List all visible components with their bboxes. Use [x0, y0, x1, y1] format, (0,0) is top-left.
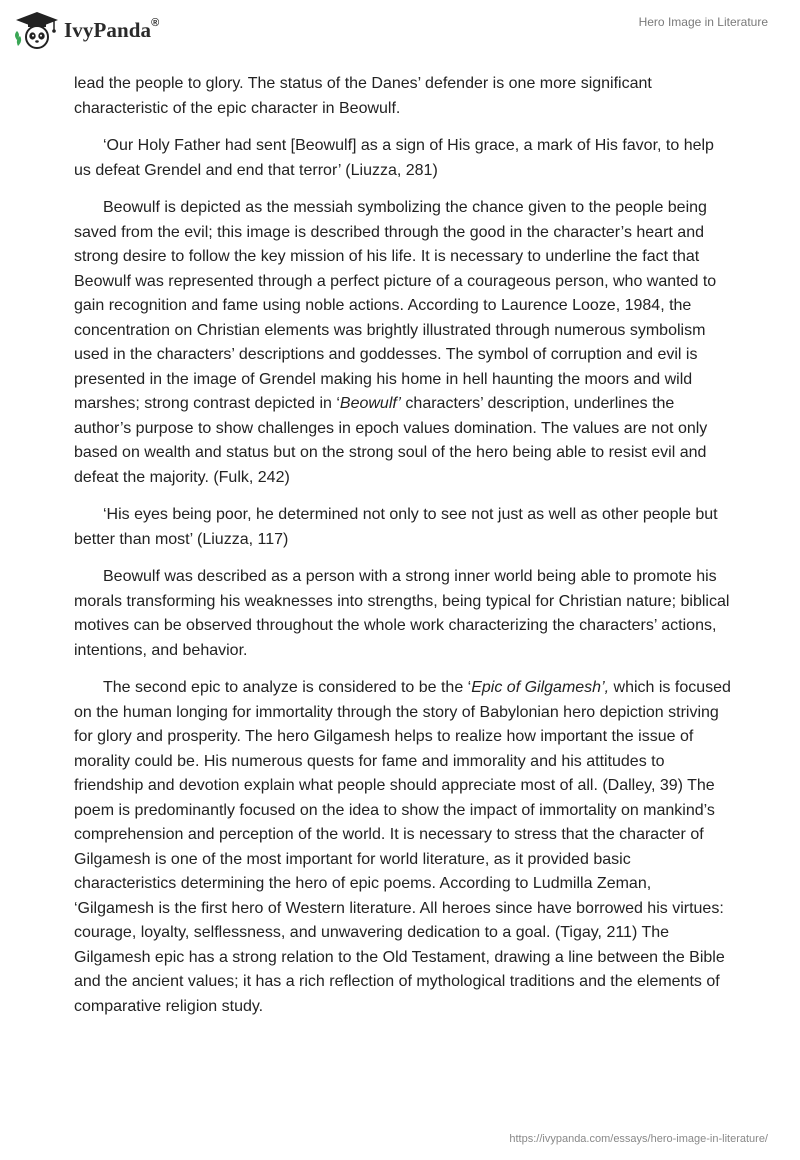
quote-paragraph: ‘Our Holy Father had sent [Beowulf] as a sign of His grace, a mark of His favor, to help us defeat Grendel and end that terror’ (Liuzza, 281) — [74, 137, 714, 179]
paragraph: The second epic to analyze is considered to be the ‘Epic of Gilgamesh’, which is focused on the human longing for immortality through the story of Babylonian hero depiction striving for glory and prosperity. The hero Gilgamesh helps to realize how important the issue of morality could be. His numerous quests for fame and immorality and his attitudes to friendship and devotion explain what people should appreciate most of all. (Dalley, 39) The poem is predominantly focused on the idea to show the impact of immortality on mankind’s comprehension and perception of the world. It is necessary to stress that the character of Gilgamesh is one of the most important for world literature, as it provided basic characteristics determining the hero of epic poems. According to Ludmilla Zeman, ‘Gilgamesh is the first hero of Western literature. All heroes since have borrowed his virtues: courage, loyalty, selflessness, and unwavering dedication to a goal. (Tigay, 211) The Gilgamesh epic has a strong relation to the Old Testament, drawing a line between the Bible and the ancient values; it has a rich reflection of mythological traditions and the elements of comparative religion study. — [74, 679, 731, 1015]
ivypanda-logo[interactable] — [14, 10, 159, 50]
page-header — [0, 0, 800, 60]
quote-paragraph: ‘His eyes being poor, he determined not only to see not just as well as other people but better than most’ (Liuzza, 117) — [74, 506, 718, 548]
paragraph: lead the people to glory. The status of the Danes’ defender is one more significant characteristic of the epic character in Beowulf. — [74, 75, 652, 117]
brand-name: IvyPanda® — [64, 16, 160, 42]
document-title: Hero Image in Literature — [638, 15, 768, 29]
panda-graduate-icon — [14, 10, 60, 50]
source-url-link[interactable]: https://ivypanda.com/essays/hero-image-in-literature/ — [509, 1133, 768, 1145]
paragraph: Beowulf was described as a person with a strong inner world being able to promote his morals transforming his weaknesses into strengths, being typical for Christian nature; biblical motives can be observed throughout the whole work characterizing the characters’ actions, intentions, and behavior. — [74, 568, 730, 659]
essay-body — [74, 72, 734, 1032]
paragraph: Beowulf is depicted as the messiah symbolizing the chance given to the people being saved from the evil; this image is described through the good in the character’s heart and strong desire to follow the key mission of his life. It is necessary to underline the fact that Beowulf was represented through a perfect picture of a courageous person, who wanted to gain recognition and fame using noble actions. According to Laurence Looze, 1984, the concentration on Christian elements was brightly illustrated through numerous symbolism used in the characters’ descriptions and goddesses. The symbol of corruption and evil is presented in the image of Grendel making his home in hell haunting the moors and wild marshes; strong contrast depicted in ‘Beowulf’ characters’ description, underlines the author’s purpose to show challenges in epoch values domination. The values are not only based on wealth and status but on the strong soul of the hero being able to resist evil and defeat the majority. (Fulk, 242) — [74, 199, 717, 486]
